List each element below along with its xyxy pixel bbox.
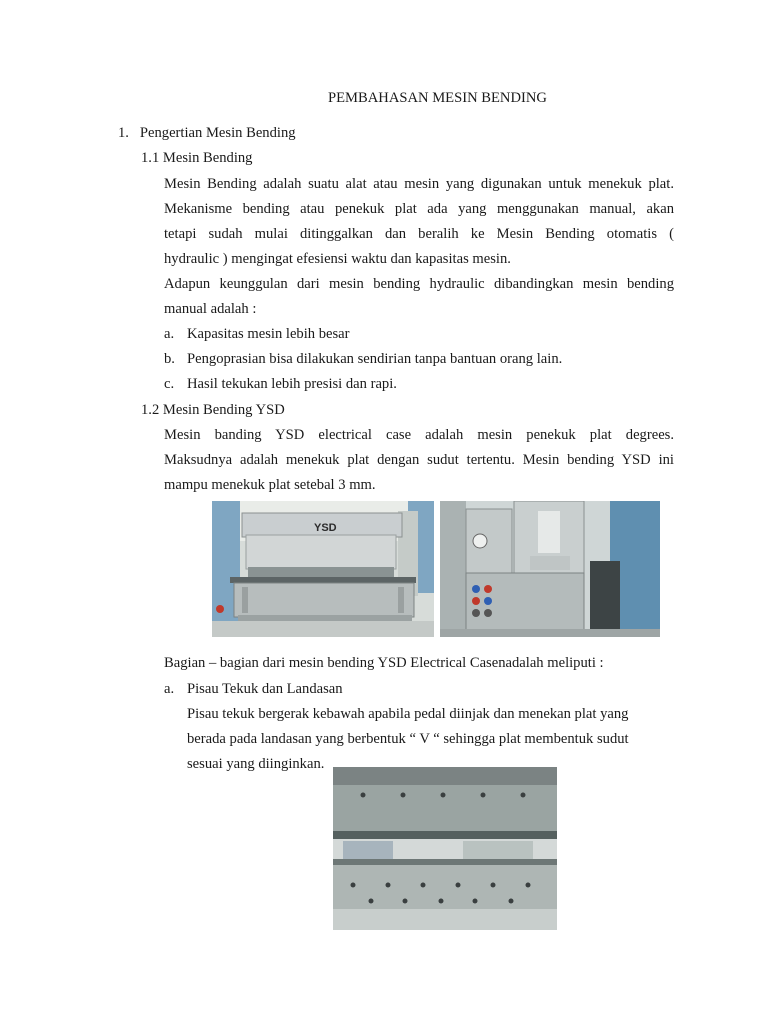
punch-die-photo <box>333 767 557 930</box>
paragraph-line: Mesin Bending adalah suatu alat atau mesin yang digunakan untuk menekuk plat. <box>164 176 674 192</box>
list-item: Kapasitas mesin lebih besar <box>187 326 350 342</box>
section-heading: 1. Pengertian Mesin Bending <box>118 125 296 141</box>
paragraph-line: Mekanisme bending atau penekuk plat ada yang menggunakan manual, akan <box>164 201 674 217</box>
paragraph-line: manual adalah : <box>164 301 257 317</box>
paragraph-line: hydraulic ) mengingat efesiensi waktu dan kapasitas mesin. <box>164 251 511 267</box>
list-marker: b. <box>164 351 175 367</box>
paragraph-line: berada pada landasan yang berbentuk “ V “ sehingga plat membentuk sudut <box>187 731 629 747</box>
subsection-heading: 1.1 Mesin Bending <box>141 150 253 166</box>
control-cabinet-photo <box>440 501 660 637</box>
subsection-heading: 1.2 Mesin Bending YSD <box>141 402 285 418</box>
page-title: PEMBAHASAN MESIN BENDING <box>328 90 547 106</box>
paragraph-line: tetapi sudah mulai ditinggalkan dan beralih ke Mesin Bending otomatis ( <box>164 226 674 242</box>
paragraph-line: Pisau tekuk bergerak kebawah apabila pedal diinjak dan menekan plat yang <box>187 706 629 722</box>
part-title: Pisau Tekuk dan Landasan <box>187 681 343 697</box>
parts-intro: Bagian – bagian dari mesin bending YSD Electrical Casenadalah meliputi : <box>164 655 604 671</box>
paragraph-line: sesuai yang diinginkan. <box>187 756 325 772</box>
paragraph-line: mampu menekuk plat setebal 3 mm. <box>164 477 376 493</box>
list-item: Pengoprasian bisa dilakukan sendirian tanpa bantuan orang lain. <box>187 351 563 367</box>
list-marker: a. <box>164 326 175 342</box>
paragraph-line: Mesin banding YSD electrical case adalah mesin penekuk plat degrees. <box>164 427 674 443</box>
brand-label: YSD <box>314 522 337 534</box>
paragraph-line: Adapun keunggulan dari mesin bending hydraulic dibandingkan mesin bending <box>164 276 674 292</box>
paragraph-line: Maksudnya adalah menekuk plat dengan sudut tertentu. Mesin bending YSD ini <box>164 452 674 468</box>
press-brake-photo <box>212 501 434 637</box>
list-marker: c. <box>164 376 175 392</box>
list-marker: a. <box>164 681 175 697</box>
list-item: Hasil tekukan lebih presisi dan rapi. <box>187 376 397 392</box>
